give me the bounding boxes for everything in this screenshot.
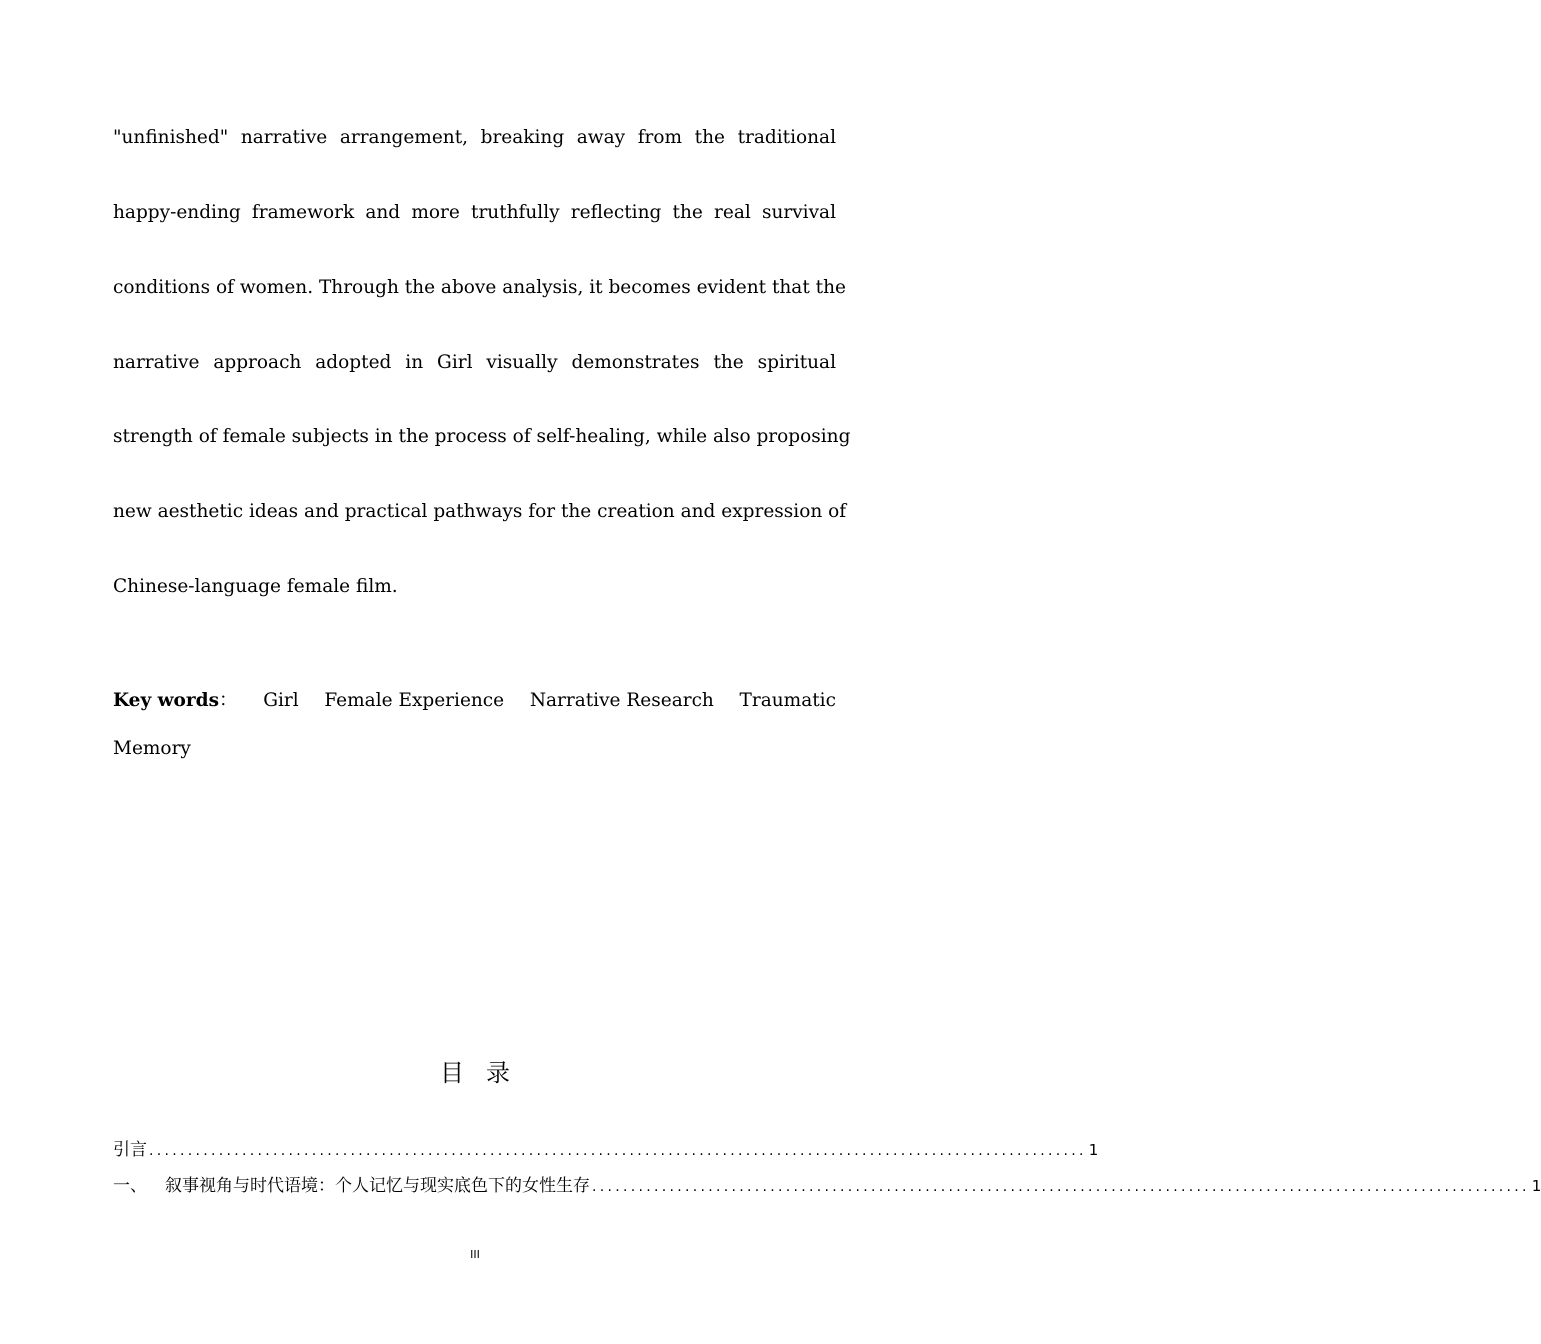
keyword-item: Narrative Research [529, 690, 714, 711]
toc-entry-number: 一、 [113, 1176, 147, 1196]
toc-entry-page: 1 [1531, 1177, 1541, 1195]
toc-title: 目录 [440, 1059, 532, 1087]
toc-dot-leader: ......................................................................................................................... [149, 1143, 1087, 1159]
toc-entry-text: 叙事视角与时代语境：个人记忆与现实底色下的女性生存 [165, 1176, 590, 1196]
keyword-item: Female Experience [324, 690, 505, 711]
abstract-line: Chinese-language female film. [113, 576, 398, 597]
toc-dot-leader: ......................................................................................................................... [592, 1179, 1530, 1195]
keyword-item-continuation: Memory [113, 738, 191, 759]
abstract-line: narrative approach adopted in Girl visually demonstrates the spiritual [113, 352, 836, 373]
toc-entry[interactable] [113, 1175, 1541, 1198]
keyword-item: Traumatic [739, 690, 836, 711]
keywords-label: Key words： [113, 690, 238, 711]
toc-entry-page: 1 [1088, 1141, 1099, 1159]
page-number: III [470, 1248, 480, 1261]
abstract-line: strength of female subjects in the process of self-healing, while also proposing [113, 426, 851, 447]
toc-entry[interactable] [113, 1139, 1099, 1162]
abstract-line: conditions of women. Through the above analysis, it becomes evident that the [113, 277, 846, 298]
abstract-line: "unfinished" narrative arrangement, breaking away from the traditional [113, 127, 836, 148]
keywords-line [113, 689, 836, 713]
keyword-item: Girl [263, 690, 299, 711]
toc-entry-text: 引言 [113, 1140, 147, 1160]
abstract-line: happy-ending framework and more truthfully reflecting the real survival [113, 202, 836, 223]
abstract-line: new aesthetic ideas and practical pathways for the creation and expression of [113, 501, 847, 522]
